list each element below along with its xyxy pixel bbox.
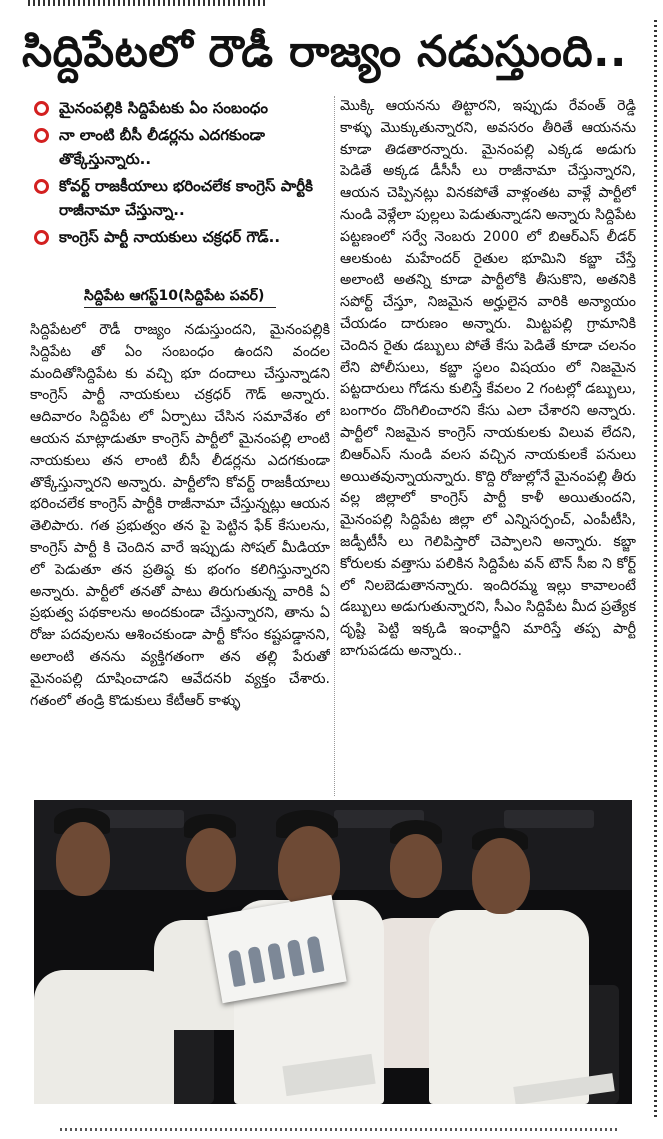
key-point (30, 225, 330, 249)
article-body-right: మొక్కి ఆయనను తిట్టారని, ఇప్పుడు రేవంత్ రెడ్డి కాళ్ళు మొక్కుతున్నారని, అవసరం తీరితే ఆయనను కూడా తిడతారన్నారు. మైనంపల్లి ఎక్కడ అడుగు పెడితే అక్కడ డీసీసీ లు రాజీనామా చేస్తున్నారని, ఆయన చెప్పినట్లు వినకపోతే వాళ్లంతట వాళ్లే పార్టీలో నుండి వెళ్లేలా పుల్లలు పెడుతున్నాడని అన్నారు సిద్దిపేట పట్టణంలో సర్వే నెంబరు 2000 లో బిఆర్ఎస్ లీడర్ ఆలకుంట మహేందర్ రైతుల భూమిని కబ్జా చేస్తే అలాంటి అతన్ని కూడా పార్టీలోకి తీసుకొని, అతనికి సపోర్ట్ చేస్తూ, నిజమైన అర్హులైన వారికి అన్యాయం చేయడం దారుణం అన్నారు. మిట్టపల్లి గ్రామానికి చెందిన రైతు డబ్బులు పోతే కేసు పెడితే కూడా చలనం లేని పోలీసులు, కబ్జా స్థలం విషయం లో నిజమైన పట్టదారులు గోడను కులిస్తే కేవలం 2 గంటల్లో డబ్బులు, బంగారం దొంగిలించారని కేసు ఎలా చేశారని అన్నారు. పార్టీలో నిజమైన కాంగ్రెస్ నాయకులకు విలువ లేదని, బిఆర్ఎస్ నుండి వలస వచ్చిన నాయకులకే పనులు అయితవున్నాయన్నారు. కొద్ది రోజుల్లోనే మైనంపల్లి తీరు వల్ల జిల్లాలో కాంగ్రెస్ పార్టీ కాళీ అయితుందని, మైనంపల్లి సిద్దిపేట జిల్లా లో ఎన్నిసర్పంచ్, ఎంపీటీసి, జడ్పీటీసీ లు గెలిపిస్తారో చెప్పాలని అన్నారు. కబ్జా కోరులకు వత్తాసు పలికిన సిద్దిపేట వన్ టౌన్ సీఐ ని కోర్ట్ లో నిలబెడుతానన్నారు. ఇందిరమ్మ ఇల్లు కావాలంటే డబ్బులు అడుగుతున్నారని, సీఎం సిద్దిపేట మీద ప్రత్యేక దృష్టి పెట్టి ఇక్కడి ఇంఛార్జీని మారిస్తే తప్ప పార్టీ బాగుపడదు అన్నారు.. (340, 98, 636, 659)
press-meet-photo (34, 800, 632, 1104)
key-point (30, 174, 330, 222)
key-point-text: మైనంపల్లికి సిద్దిపేటకు ఏం సంబంధం (59, 99, 269, 117)
key-point-text: కాంగ్రెస్ పార్టీ నాయకులు చక్రధర్ గౌడ్.. (59, 228, 281, 246)
ring-bullet-icon (34, 179, 49, 194)
headline: సిద్దిపేటలో రౌడీ రాజ్యం నడుస్తుంది.. (22, 27, 627, 77)
article-body-left: సిద్దిపేటలో రౌడీ రాజ్యం నడుస్తుందని, మైనంపల్లికి సిద్దిపేట తో ఏం సంబంధం ఉందని వందల మందితోసిద్దిపేట కు వచ్చి భూ దందాలు చేస్తున్నాడని కాంగ్రెస్ పార్టీ నాయకులు చక్రధర్ గౌడ్ అన్నారు. ఆదివారం సిద్దిపేట లో ఏర్పాటు చేసిన సమావేశం లో ఆయన మాట్లాడుతూ కాంగ్రెస్ పార్టీలో మైనంపల్లి లాంటి నాయకులు తన లాంటి బీసీ లీడర్లను ఎదగకుండా తొక్కేస్తున్నారని అన్నారు. పార్టీలోని కోవర్ట్ రాజకీయాలు భరించలేక కాంగ్రెస్ పార్టీకి రాజీనామా చేస్తున్నట్లు ఆయన తెలిపారు. గత ప్రభుత్వం తన పై పెట్టిన ఫేక్ కేసులను, కాంగ్రెస్ పార్టీ కి చెందిన వారే ఇప్పుడు సోషల్ మీడియా లో పెడుతూ తన ప్రతిష్ఠ కు భంగం కలిగిస్తున్నారని అన్నారు. పార్టీలో తనతో పాటు తిరుగుతున్న వారికి ఏ ప్రభుత్వ పథకాలను అందకుండా చేస్తున్నారని, తాను ఏ రోజు పదవులను ఆశించకుండా పార్టీ కోసం కష్టపడ్డానని, అలాంటి తనను వ్యక్తిగతంగా తన తల్లి పేరుతో మైనంపల్లి దూషించాడని ఆవేదనb వ్యక్తం చేశారు. గతంలో తండ్రి కొడుకులు కేటీఆర్ కాళ్ళు (30, 322, 330, 709)
dateline-underline (84, 307, 276, 308)
key-point (30, 123, 330, 171)
key-point (30, 96, 330, 120)
dateline: సిద్దిపేట ఆగస్ట్10(సిద్దిపేట పవర్) (84, 288, 265, 304)
column-divider (334, 96, 336, 796)
ring-bullet-icon (34, 101, 49, 116)
right-dotted-border (654, 20, 657, 1120)
key-point-text: కోవర్ట్ రాజకీయాలు భరించలేక కాంగ్రెస్ పార్టీకి రాజీనామా చేస్తున్నా.. (59, 177, 313, 219)
top-dotted-border (28, 0, 268, 6)
ceiling-light (504, 810, 594, 828)
bottom-dotted-border (60, 1128, 620, 1131)
key-points-list (30, 96, 330, 282)
ring-bullet-icon (34, 128, 49, 143)
ring-bullet-icon (34, 230, 49, 245)
key-point-text: నా లాంటి బీసీ లీడర్లను ఎదగకుండా తొక్కేస్తున్నారు.. (59, 126, 265, 168)
